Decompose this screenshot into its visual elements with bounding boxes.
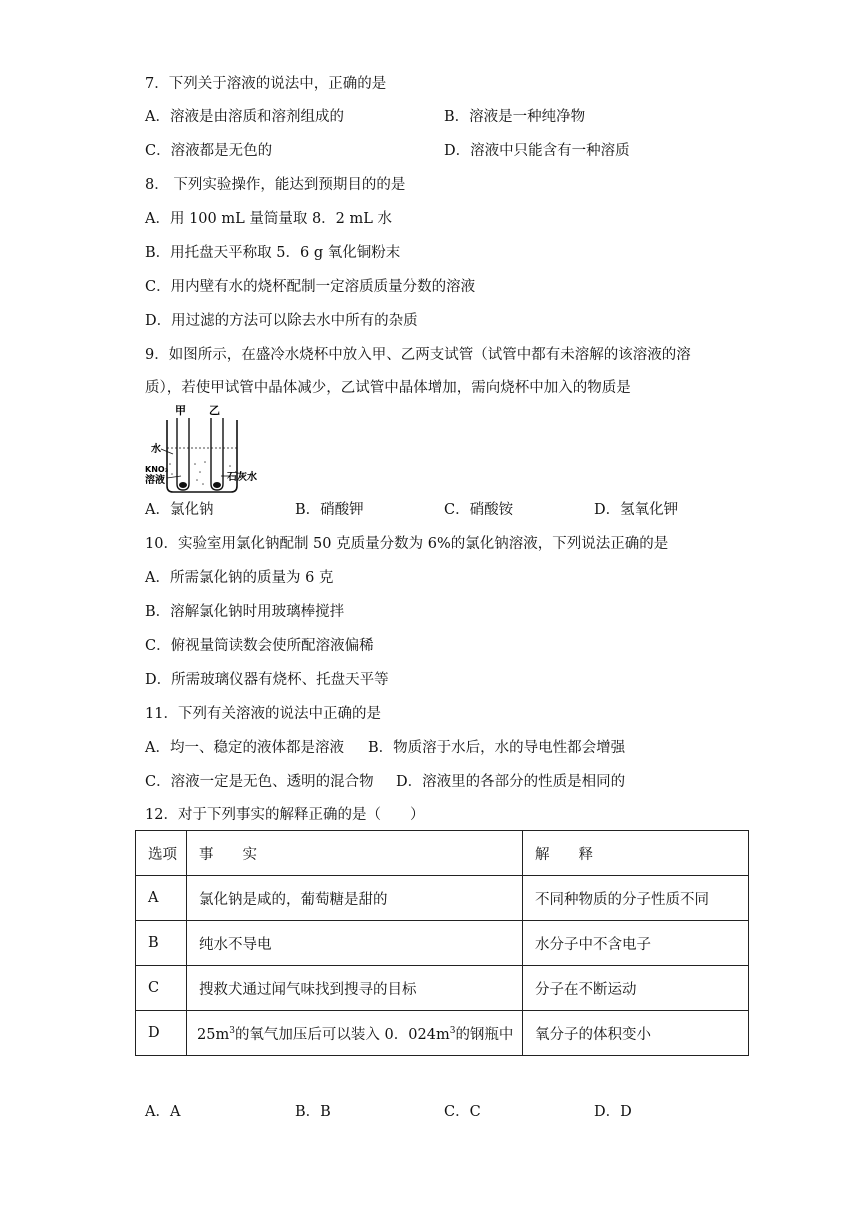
q7-option-b: B．溶液是一种纯净物 bbox=[444, 109, 586, 125]
q9-option-a: A．氯化钠 bbox=[145, 502, 214, 518]
fact-part-2: 的氧气加压后可以装入 0．024m bbox=[234, 1026, 450, 1043]
fact-part-1: 25m bbox=[197, 1026, 230, 1043]
row-fact: 纯水不导电 bbox=[187, 921, 523, 966]
test-tube-yi bbox=[211, 418, 223, 490]
label-yi: 乙 bbox=[209, 404, 220, 417]
q7-option-d: D．溶液中只能含有一种溶质 bbox=[444, 143, 630, 159]
fact-part-3: 的钢瓶中 bbox=[455, 1026, 514, 1043]
q9-option-d: D．氢氧化钾 bbox=[594, 502, 679, 518]
table-row bbox=[136, 921, 749, 966]
label-water: 水 bbox=[151, 444, 161, 455]
header-explanation: 解 释 bbox=[523, 831, 749, 876]
q9-option-b: B．硝酸钾 bbox=[295, 502, 364, 518]
table-header-row bbox=[136, 831, 749, 876]
fact-sup-1: 3 bbox=[229, 1025, 235, 1036]
q10-option-c: C．俯视量筒读数会使所配溶液偏稀 bbox=[145, 638, 374, 654]
table-row bbox=[136, 876, 749, 921]
q11-option-d: D．溶液里的各部分的性质是相同的 bbox=[396, 774, 626, 790]
q8-stem: 8． 下列实验操作，能达到预期目的的是 bbox=[145, 177, 406, 193]
q12-stem: 12．对于下列事实的解释正确的是（ ） bbox=[145, 807, 425, 823]
test-tube-jia bbox=[177, 418, 189, 490]
row-explanation: 水分子中不含电子 bbox=[523, 921, 749, 966]
q11-option-b: B．物质溶于水后，水的导电性都会增强 bbox=[368, 740, 626, 756]
q9-stem-line2: 质），若使甲试管中晶体减少，乙试管中晶体增加，需向烧杯中加入的物质是 bbox=[145, 380, 631, 396]
beaker-test-tube-figure bbox=[145, 404, 265, 496]
fact-sup-2: 3 bbox=[449, 1025, 456, 1036]
q10-option-a: A．所需氯化钠的质量为 6 克 bbox=[145, 570, 334, 586]
q7-option-c: C．溶液都是无色的 bbox=[145, 143, 273, 159]
q12-option-c: C．C bbox=[444, 1104, 481, 1120]
row-fact bbox=[187, 1011, 523, 1056]
table-row bbox=[136, 966, 749, 1011]
header-option: 选项 bbox=[136, 831, 187, 876]
row-option: C bbox=[136, 966, 187, 1011]
q8-option-a: A．用 100 mL 量筒量取 8．2 mL 水 bbox=[145, 211, 393, 227]
q7-option-a: A．溶液是由溶质和溶剂组成的 bbox=[145, 109, 344, 125]
header-fact: 事 实 bbox=[187, 831, 523, 876]
crystal-jia bbox=[179, 482, 187, 488]
row-explanation: 分子在不断运动 bbox=[523, 966, 749, 1011]
q10-option-b: B．溶解氯化钠时用玻璃棒搅拌 bbox=[145, 604, 345, 620]
q11-stem: 11．下列有关溶液的说法中正确的是 bbox=[145, 706, 381, 722]
table-row bbox=[136, 1011, 749, 1056]
label-kno3: KNO₃ bbox=[145, 465, 169, 474]
q7-stem: 7．下列关于溶液的说法中，正确的是 bbox=[145, 76, 387, 92]
q8-option-c: C．用内壁有水的烧杯配制一定溶质质量分数的溶液 bbox=[145, 279, 476, 295]
q11-option-c: C．溶液一定是无色、透明的混合物 bbox=[145, 774, 374, 790]
q11-option-a: A．均一、稳定的液体都是溶液 bbox=[145, 740, 344, 756]
q10-option-d: D．所需玻璃仪器有烧杯、托盘天平等 bbox=[145, 672, 389, 688]
label-jia: 甲 bbox=[175, 404, 186, 417]
row-option: B bbox=[136, 921, 187, 966]
row-explanation: 氧分子的体积变小 bbox=[523, 1011, 749, 1056]
q12-option-a: A．A bbox=[145, 1104, 181, 1120]
row-option: A bbox=[136, 876, 187, 921]
q9-stem-line1: 9．如图所示，在盛冷水烧杯中放入甲、乙两支试管（试管中都有未溶解的该溶液的溶 bbox=[145, 347, 691, 363]
q8-option-d: D．用过滤的方法可以除去水中所有的杂质 bbox=[145, 313, 418, 329]
row-fact: 氯化钠是咸的，葡萄糖是甜的 bbox=[187, 876, 523, 921]
q12-option-b: B．B bbox=[295, 1104, 331, 1120]
label-limewater: 石灰水 bbox=[227, 472, 257, 483]
row-fact: 搜救犬通过闻气味找到搜寻的目标 bbox=[187, 966, 523, 1011]
label-solution: 溶液 bbox=[145, 475, 165, 486]
q10-stem: 10．实验室用氯化钠配制 50 克质量分数为 6%的氯化钠溶液，下列说法正确的是 bbox=[145, 536, 669, 552]
crystal-yi bbox=[213, 482, 221, 488]
facts-table bbox=[135, 830, 749, 1056]
q9-option-c: C．硝酸铵 bbox=[444, 502, 514, 518]
row-option: D bbox=[136, 1011, 187, 1056]
row-explanation: 不同种物质的分子性质不同 bbox=[523, 876, 749, 921]
q8-option-b: B．用托盘天平称取 5．6 g 氧化铜粉末 bbox=[145, 245, 401, 261]
q12-option-d: D．D bbox=[594, 1104, 632, 1120]
